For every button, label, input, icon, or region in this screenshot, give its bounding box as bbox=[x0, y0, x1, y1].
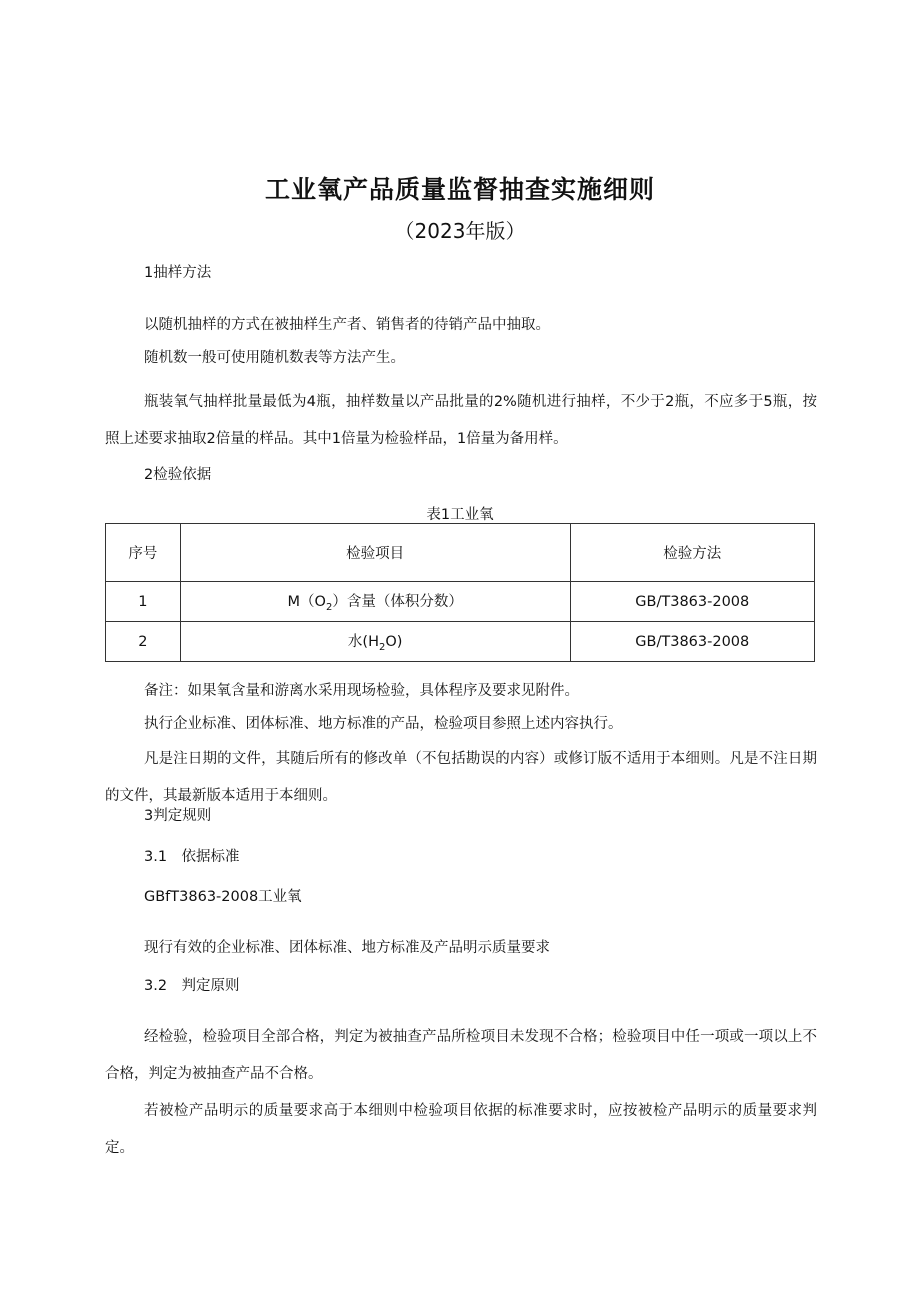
inspection-table bbox=[105, 523, 815, 662]
cell-serial: 2 bbox=[106, 622, 181, 662]
table-row bbox=[106, 622, 815, 662]
table-note: 备注：如果氧含量和游离水采用现场检验，具体程序及要求见附件。 bbox=[144, 683, 579, 699]
table-row bbox=[106, 582, 815, 622]
cell-method: GB/T3863-2008 bbox=[570, 582, 814, 622]
sampling-paragraph-3: 瓶装氧气抽样批量最低为4瓶，抽样数量以产品批量的2%随机进行抽样，不少于2瓶，不应多于5瓶，按照上述要求抽取2倍量的样品。其中1倍量为检验样品，1倍量为备用样。 bbox=[105, 394, 817, 447]
cell-method: GB/T3863-2008 bbox=[570, 622, 814, 662]
header-method: 检验方法 bbox=[570, 524, 814, 582]
section-2-heading: 2检验依据 bbox=[144, 467, 212, 483]
document-title: 工业氧产品质量监督抽查实施细则 bbox=[264, 175, 655, 204]
section-3-1-heading: 3.1 依据标准 bbox=[144, 849, 240, 865]
judgement-paragraph-2: 若被检产品明示的质量要求高于本细则中检验项目依据的标准要求时，应按被检产品明示的质量要求判定。 bbox=[105, 1103, 817, 1156]
header-item: 检验项目 bbox=[180, 524, 570, 582]
section-3-2-heading: 3.2 判定原则 bbox=[144, 978, 240, 994]
section-1-heading: 1抽样方法 bbox=[144, 265, 212, 281]
cell-serial: 1 bbox=[106, 582, 181, 622]
sampling-paragraph-2: 随机数一般可使用随机数表等方法产生。 bbox=[144, 350, 405, 366]
sampling-paragraph-1: 以随机抽样的方式在被抽样生产者、销售者的待销产品中抽取。 bbox=[144, 317, 550, 333]
section-3-heading: 3判定规则 bbox=[144, 808, 212, 824]
header-serial: 序号 bbox=[106, 524, 181, 582]
enterprise-standard-paragraph: 执行企业标准、团体标准、地方标准的产品，检验项目参照上述内容执行。 bbox=[144, 716, 623, 732]
cell-item: $M(O_2)$含量（体积分数） bbox=[180, 582, 570, 622]
dated-documents-paragraph: 凡是注日期的文件，其随后所有的修改单（不包括勘误的内容）或修订版不适用于本细则。凡是不注日期的文件，其最新版本适用于本细则。 bbox=[105, 751, 817, 804]
table-caption: 表1工业氧 bbox=[426, 507, 494, 523]
table-header-row bbox=[106, 524, 815, 582]
cell-item: 水$(H_2O)$ bbox=[180, 622, 570, 662]
other-standards-line: 现行有效的企业标准、团体标准、地方标准及产品明示质量要求 bbox=[144, 940, 550, 956]
document-subtitle: （2023年版） bbox=[394, 219, 526, 243]
standard-reference: GBfT3863-2008工业氧 bbox=[144, 889, 302, 905]
judgement-paragraph-1: 经检验，检验项目全部合格，判定为被抽查产品所检项目未发现不合格；检验项目中任一项或一项以上不合格，判定为被抽查产品不合格。 bbox=[105, 1029, 817, 1082]
